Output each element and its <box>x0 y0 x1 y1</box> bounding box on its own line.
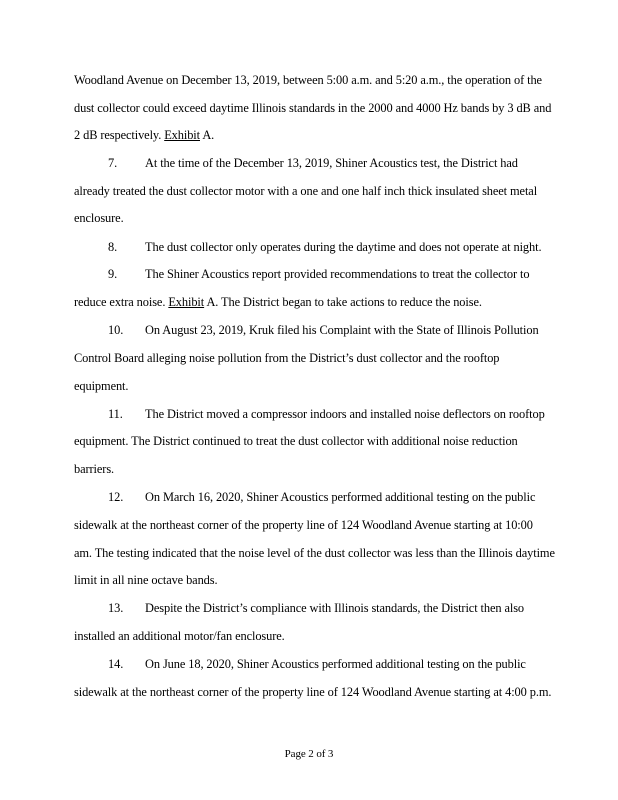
line-text: reduce extra noise. <box>74 295 169 309</box>
body-line: sidewalk at the northeast corner of the property line of 124 Woodland Avenue starting at 10:00 <box>74 518 533 532</box>
paragraph-number: 9. <box>108 267 118 281</box>
body-line: equipment. The District continued to treat the dust collector with additional noise reduction <box>74 434 518 448</box>
body-line: At the time of the December 13, 2019, Shiner Acoustics test, the District had <box>145 156 518 170</box>
paragraph-number: 12. <box>108 490 124 504</box>
paragraph-number: 14. <box>108 657 124 671</box>
body-line: The Shiner Acoustics report provided recommendations to treat the collector to <box>145 267 530 281</box>
paragraph-number: 7. <box>108 156 118 170</box>
body-line: On August 23, 2019, Kruk filed his Complaint with the State of Illinois Pollution <box>145 323 539 337</box>
body-line: enclosure. <box>74 211 124 225</box>
body-line: am. The testing indicated that the noise level of the dust collector was less than the Illinois daytime <box>74 546 555 560</box>
body-line: limit in all nine octave bands. <box>74 573 218 587</box>
body-line: barriers. <box>74 462 115 476</box>
body-line: sidewalk at the northeast corner of the property line of 124 Woodland Avenue starting at 4:00 p.m. <box>74 685 552 699</box>
line-text: 2 dB respectively. <box>74 128 165 142</box>
body-line: Control Board alleging noise pollution from the District’s dust collector and the rooftop <box>74 351 500 365</box>
body-line: On March 16, 2020, Shiner Acoustics performed additional testing on the public <box>145 490 536 504</box>
body-line <box>74 295 482 310</box>
page-footer: Page 2 of 3 <box>284 748 334 760</box>
line-text: A. The District began to take actions to reduce the noise. <box>204 295 482 309</box>
body-line: Despite the District’s compliance with Illinois standards, the District then also <box>145 601 525 615</box>
paragraph-number: 11. <box>108 407 123 421</box>
paragraph-number: 8. <box>108 240 118 254</box>
paragraph-number: 13. <box>108 601 124 615</box>
body-line: equipment. <box>74 379 129 393</box>
body-line: The dust collector only operates during the daytime and does not operate at night. <box>145 240 542 254</box>
body-line: installed an additional motor/fan enclosure. <box>74 629 285 643</box>
body-line: On June 18, 2020, Shiner Acoustics performed additional testing on the public <box>145 657 526 671</box>
body-line: The District moved a compressor indoors and installed noise deflectors on rooftop <box>145 407 545 421</box>
exhibit-reference: Exhibit <box>168 295 205 309</box>
body-line: Woodland Avenue on December 13, 2019, between 5:00 a.m. and 5:20 a.m., the operation of the <box>74 73 542 87</box>
body-line <box>74 128 214 143</box>
line-text: A. <box>200 128 215 142</box>
body-line: already treated the dust collector motor with a one and one half inch thick insulated sheet metal <box>74 184 538 198</box>
paragraph-number: 10. <box>108 323 124 337</box>
body-line: dust collector could exceed daytime Illinois standards in the 2000 and 4000 Hz bands by 3 dB and <box>74 101 552 115</box>
exhibit-reference: Exhibit <box>164 128 200 142</box>
